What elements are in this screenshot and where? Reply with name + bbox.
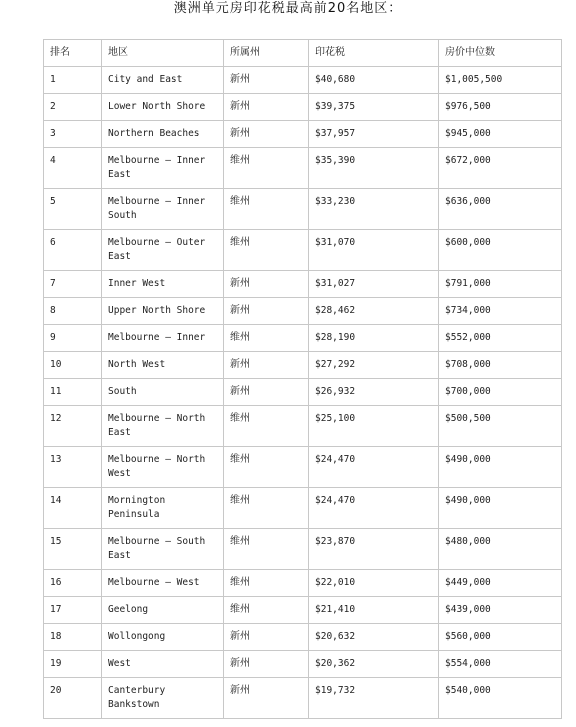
region-cell: Lower North Shore	[102, 94, 224, 121]
state-cell: 维州	[224, 230, 309, 271]
region-cell: Upper North Shore	[102, 298, 224, 325]
region-cell: Melbourne – West	[102, 570, 224, 597]
table-row	[44, 94, 562, 121]
median-price-cell: $734,000	[439, 298, 562, 325]
rank-cell: 15	[44, 529, 102, 570]
table-row	[44, 148, 562, 189]
state-cell: 新州	[224, 121, 309, 148]
table-row	[44, 488, 562, 529]
stamp-duty-cell: $27,292	[309, 352, 439, 379]
median-price-cell: $600,000	[439, 230, 562, 271]
table-row	[44, 230, 562, 271]
median-price-cell: $500,500	[439, 406, 562, 447]
region-cell: Inner West	[102, 271, 224, 298]
table-row	[44, 67, 562, 94]
region-cell: Melbourne – Outer East	[102, 230, 224, 271]
median-price-cell: $708,000	[439, 352, 562, 379]
median-price-cell: $552,000	[439, 325, 562, 352]
rank-cell: 18	[44, 624, 102, 651]
rank-cell: 20	[44, 678, 102, 719]
table-row	[44, 447, 562, 488]
median-price-cell: $560,000	[439, 624, 562, 651]
table-row	[44, 121, 562, 148]
header-state: 所属州	[224, 40, 309, 67]
median-price-cell: $791,000	[439, 271, 562, 298]
median-price-cell: $976,500	[439, 94, 562, 121]
header-stamp-duty: 印花税	[309, 40, 439, 67]
rank-cell: 2	[44, 94, 102, 121]
rank-cell: 6	[44, 230, 102, 271]
median-price-cell: $540,000	[439, 678, 562, 719]
table-row	[44, 597, 562, 624]
rank-cell: 3	[44, 121, 102, 148]
stamp-duty-cell: $33,230	[309, 189, 439, 230]
region-cell: Melbourne – Inner	[102, 325, 224, 352]
state-cell: 维州	[224, 529, 309, 570]
state-cell: 维州	[224, 447, 309, 488]
table-row	[44, 298, 562, 325]
rank-cell: 1	[44, 67, 102, 94]
rank-cell: 14	[44, 488, 102, 529]
header-median-price: 房价中位数	[439, 40, 562, 67]
region-cell: Mornington Peninsula	[102, 488, 224, 529]
state-cell: 新州	[224, 271, 309, 298]
stamp-duty-cell: $20,632	[309, 624, 439, 651]
stamp-duty-cell: $28,462	[309, 298, 439, 325]
rank-cell: 4	[44, 148, 102, 189]
region-cell: Melbourne – Inner South	[102, 189, 224, 230]
stamp-duty-cell: $24,470	[309, 447, 439, 488]
region-cell: Melbourne – South East	[102, 529, 224, 570]
region-cell: Melbourne – North East	[102, 406, 224, 447]
table-row	[44, 379, 562, 406]
header-rank: 排名	[44, 40, 102, 67]
median-price-cell: $490,000	[439, 488, 562, 529]
region-cell: Geelong	[102, 597, 224, 624]
stamp-duty-cell: $28,190	[309, 325, 439, 352]
region-cell: Northern Beaches	[102, 121, 224, 148]
rank-cell: 5	[44, 189, 102, 230]
rank-cell: 8	[44, 298, 102, 325]
table-header-row	[44, 40, 562, 67]
stamp-duty-cell: $26,932	[309, 379, 439, 406]
region-cell: Canterbury Bankstown	[102, 678, 224, 719]
region-cell: North West	[102, 352, 224, 379]
table-row	[44, 271, 562, 298]
state-cell: 维州	[224, 406, 309, 447]
state-cell: 维州	[224, 189, 309, 230]
stamp-duty-cell: $37,957	[309, 121, 439, 148]
rank-cell: 17	[44, 597, 102, 624]
median-price-cell: $439,000	[439, 597, 562, 624]
table-row	[44, 325, 562, 352]
stamp-duty-cell: $35,390	[309, 148, 439, 189]
stamp-duty-cell: $21,410	[309, 597, 439, 624]
stamp-duty-cell: $22,010	[309, 570, 439, 597]
state-cell: 维州	[224, 325, 309, 352]
state-cell: 新州	[224, 678, 309, 719]
state-cell: 新州	[224, 94, 309, 121]
state-cell: 新州	[224, 379, 309, 406]
state-cell: 新州	[224, 67, 309, 94]
region-cell: City and East	[102, 67, 224, 94]
rank-cell: 16	[44, 570, 102, 597]
stamp-duty-cell: $31,027	[309, 271, 439, 298]
state-cell: 新州	[224, 651, 309, 678]
region-cell: Wollongong	[102, 624, 224, 651]
rank-cell: 19	[44, 651, 102, 678]
rank-cell: 9	[44, 325, 102, 352]
median-price-cell: $490,000	[439, 447, 562, 488]
stamp-duty-cell: $20,362	[309, 651, 439, 678]
median-price-cell: $449,000	[439, 570, 562, 597]
stamp-duty-table	[43, 39, 562, 719]
rank-cell: 11	[44, 379, 102, 406]
median-price-cell: $636,000	[439, 189, 562, 230]
table-row	[44, 570, 562, 597]
table-row	[44, 529, 562, 570]
region-cell: Melbourne – North West	[102, 447, 224, 488]
median-price-cell: $1,005,500	[439, 67, 562, 94]
rank-cell: 13	[44, 447, 102, 488]
table-row	[44, 406, 562, 447]
state-cell: 维州	[224, 148, 309, 189]
rank-cell: 12	[44, 406, 102, 447]
state-cell: 维州	[224, 597, 309, 624]
table-row	[44, 624, 562, 651]
stamp-duty-cell: $24,470	[309, 488, 439, 529]
rank-cell: 7	[44, 271, 102, 298]
median-price-cell: $554,000	[439, 651, 562, 678]
median-price-cell: $700,000	[439, 379, 562, 406]
rank-cell: 10	[44, 352, 102, 379]
state-cell: 新州	[224, 352, 309, 379]
stamp-duty-cell: $25,100	[309, 406, 439, 447]
table-row	[44, 189, 562, 230]
table-row	[44, 678, 562, 719]
stamp-duty-cell: $39,375	[309, 94, 439, 121]
page-title: 澳洲单元房印花税最高前20名地区：	[173, 1, 403, 16]
header-region: 地区	[102, 40, 224, 67]
stamp-duty-cell: $31,070	[309, 230, 439, 271]
table-row	[44, 651, 562, 678]
median-price-cell: $672,000	[439, 148, 562, 189]
state-cell: 维州	[224, 570, 309, 597]
stamp-duty-cell: $40,680	[309, 67, 439, 94]
state-cell: 维州	[224, 488, 309, 529]
median-price-cell: $945,000	[439, 121, 562, 148]
median-price-cell: $480,000	[439, 529, 562, 570]
table-row	[44, 352, 562, 379]
state-cell: 新州	[224, 624, 309, 651]
stamp-duty-cell: $19,732	[309, 678, 439, 719]
region-cell: Melbourne – Inner East	[102, 148, 224, 189]
table-body	[44, 67, 562, 719]
stamp-duty-cell: $23,870	[309, 529, 439, 570]
state-cell: 新州	[224, 298, 309, 325]
region-cell: South	[102, 379, 224, 406]
region-cell: West	[102, 651, 224, 678]
